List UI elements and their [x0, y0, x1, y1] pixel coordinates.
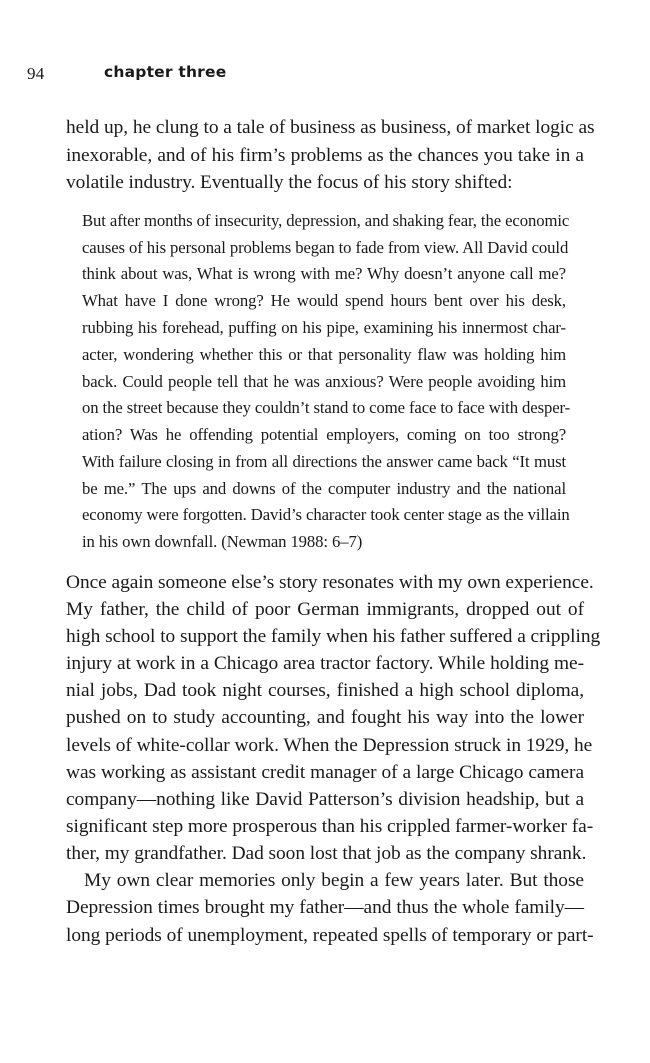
paragraph-line: long periods of unemployment, repeated spells of temporary or part-	[66, 925, 594, 946]
paragraph-line: company—nothing like David Patterson’s division headship, but a	[66, 789, 584, 810]
paragraph-line: was working as assistant credit manager of a large Chicago camera	[66, 762, 584, 783]
paragraph-line: held up, he clung to a tale of business as business, of market logic as	[66, 117, 595, 138]
quote-line: rubbing his forehead, puffing on his pipe, examining his innermost char-	[82, 318, 566, 337]
quote-line: With failure closing in from all directions the answer came back “It must	[82, 452, 566, 471]
running-head	[27, 62, 627, 88]
chapter-title: chapter three	[104, 63, 227, 81]
page-number: 94	[27, 64, 45, 83]
paragraph-line: inexorable, and of his firm’s problems as the chances you take in a	[66, 145, 584, 166]
paragraph-line: levels of white-collar work. When the Depression struck in 1929, he	[66, 735, 593, 756]
paragraph-line: volatile industry. Eventually the focus of his story shifted:	[66, 172, 513, 193]
paragraph-line: ther, my grandfather. Dad soon lost that job as the company shrank.	[66, 843, 587, 864]
quote-line: think about was, What is wrong with me? Why doesn’t anyone call me?	[82, 264, 566, 283]
quote-line: economy were forgotten. David’s character took center stage as the villain	[82, 505, 570, 524]
paragraph-line: high school to support the family when his father suffered a crippling	[66, 626, 601, 647]
quote-line: on the street because they couldn’t stand to come face to face with desper-	[82, 398, 571, 417]
quote-line: But after months of insecurity, depression, and shaking fear, the economic	[82, 211, 570, 230]
paragraph-line: significant step more prosperous than his crippled farmer-worker fa-	[66, 816, 594, 837]
quote-line: acter, wondering whether this or that personality flaw was holding him	[82, 345, 566, 364]
paragraph-line: nial jobs, Dad took night courses, finished a high school diploma,	[66, 680, 584, 701]
quote-line: What have I done wrong? He would spend hours bent over his desk,	[82, 291, 566, 310]
paragraph-line: injury at work in a Chicago area tractor factory. While holding me-	[66, 653, 584, 674]
paragraph-line: My father, the child of poor German immigrants, dropped out of	[66, 599, 584, 620]
quote-line: in his own downfall. (Newman 1988: 6–7)	[82, 532, 363, 551]
paragraph-line: Once again someone else’s story resonates with my own experience.	[66, 572, 594, 593]
paragraph-line: Depression times brought my father—and thus the whole family—	[66, 897, 584, 918]
quote-line: be me.” The ups and downs of the computer industry and the national	[82, 479, 566, 498]
quote-line: ation? Was he offending potential employers, coming on too strong?	[82, 425, 566, 444]
paragraph-line: My own clear memories only begin a few years later. But those	[84, 870, 584, 891]
quote-line: causes of his personal problems began to fade from view. All David could	[82, 238, 569, 257]
quote-line: back. Could people tell that he was anxious? Were people avoiding him	[82, 372, 566, 391]
paragraph-line: pushed on to study accounting, and fought his way into the lower	[66, 707, 584, 728]
